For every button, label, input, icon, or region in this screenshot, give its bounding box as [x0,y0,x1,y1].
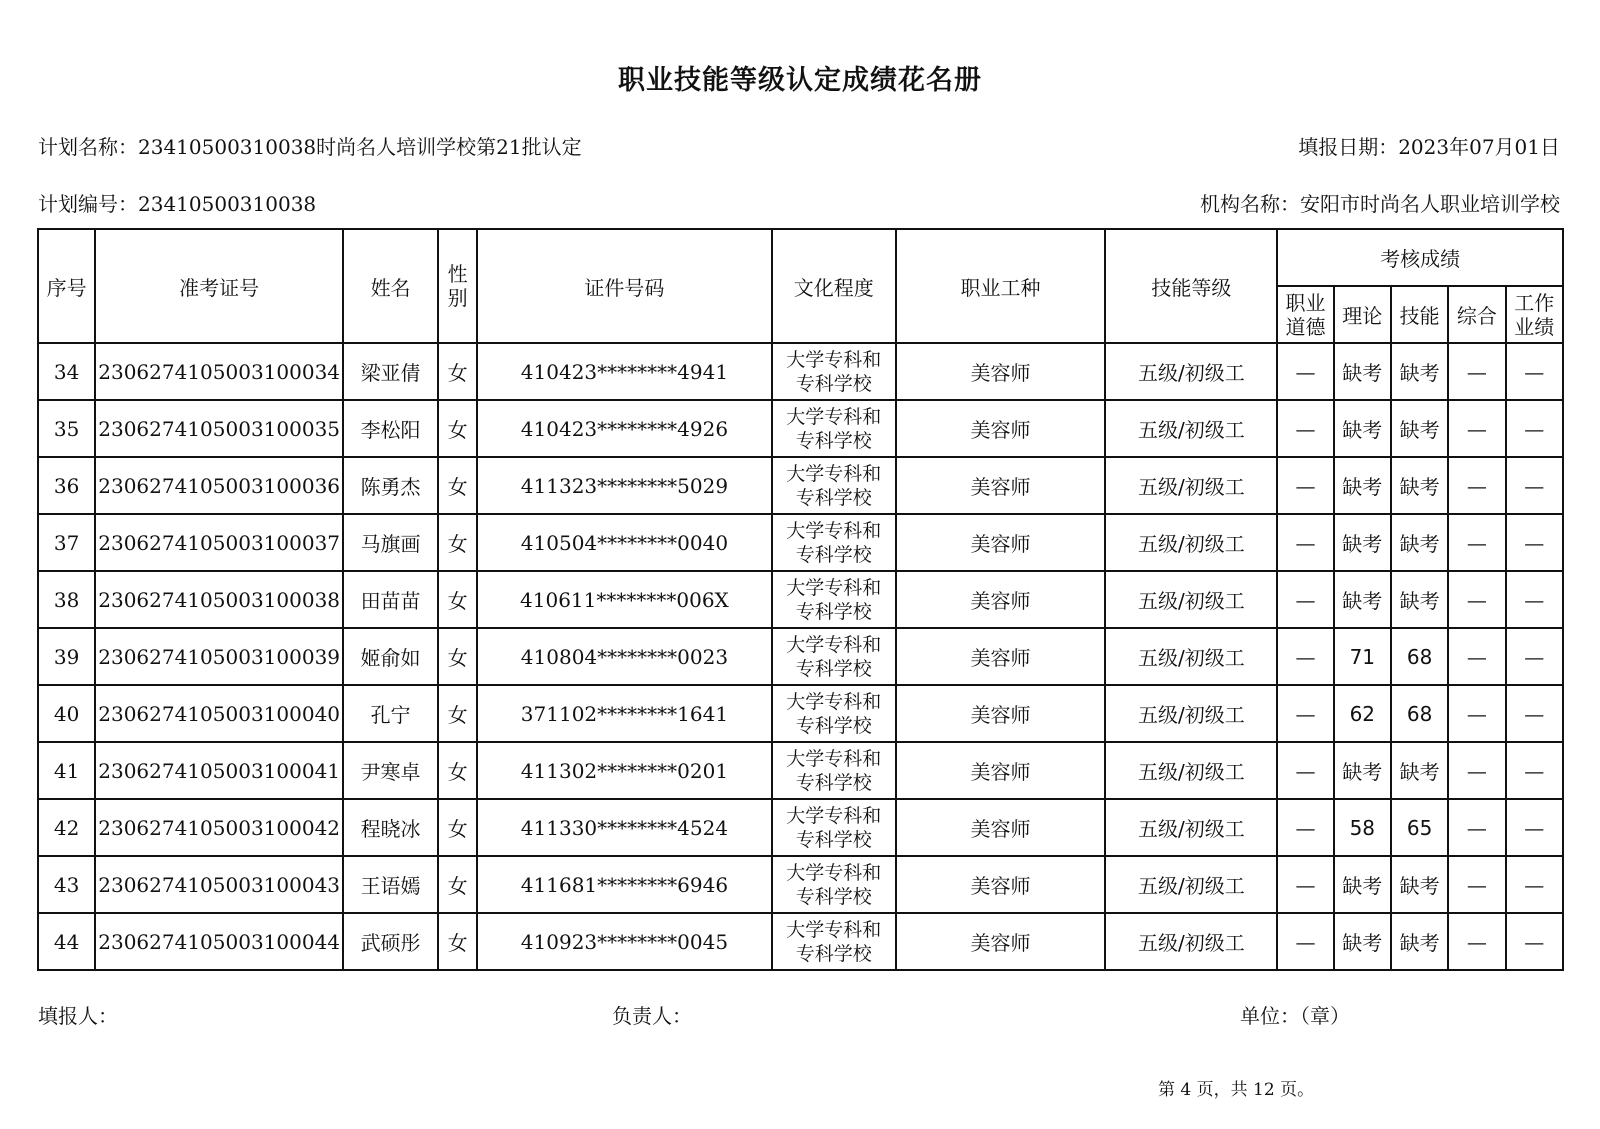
cell-work: — [1506,457,1563,514]
cell-ethics: — [1277,400,1333,457]
cell-ethics: — [1277,343,1333,400]
col-header-id-number: 证件号码 [477,229,772,343]
cell-id-number: 411681********6946 [477,856,772,913]
cell-comprehensive: — [1448,457,1505,514]
cell-level: 五级/初级工 [1105,742,1277,799]
education-line2: 专科学校 [795,486,872,509]
cell-theory: 58 [1334,799,1391,856]
cell-comprehensive: — [1448,742,1505,799]
cell-education [772,685,896,742]
cell-seq: 36 [38,457,95,514]
cell-id-number: 410423********4941 [477,343,772,400]
education-line1: 大学专科和 [786,462,882,485]
cell-name: 尹寒卓 [343,742,438,799]
cell-education [772,571,896,628]
table-row [38,685,1563,742]
cell-work: — [1506,913,1563,970]
cell-comprehensive: — [1448,514,1505,571]
cell-skill: 68 [1391,685,1448,742]
cell-ethics: — [1277,457,1333,514]
table-row [38,514,1563,571]
cell-education [772,913,896,970]
education-line2: 专科学校 [795,600,872,623]
cell-level: 五级/初级工 [1105,856,1277,913]
cell-theory: 缺考 [1334,457,1391,514]
cell-occupation: 美容师 [896,628,1106,685]
cell-name: 李松阳 [343,400,438,457]
cell-level: 五级/初级工 [1105,685,1277,742]
table-row [38,799,1563,856]
cell-occupation: 美容师 [896,856,1106,913]
col-header-level: 技能等级 [1105,229,1277,343]
cell-education [772,628,896,685]
header-row-main [38,229,1563,286]
table-row [38,856,1563,913]
col-header-name: 姓名 [343,229,438,343]
cell-ethics: — [1277,856,1333,913]
gender-header-line2: 别 [447,286,468,310]
cell-skill: 缺考 [1391,913,1448,970]
cell-gender: 女 [438,856,477,913]
cell-comprehensive: — [1448,571,1505,628]
footer-unit-label: 单位：（章） [1240,1004,1350,1028]
cell-work: — [1506,742,1563,799]
table-row [38,628,1563,685]
cell-skill: 缺考 [1391,856,1448,913]
cell-ethics: — [1277,685,1333,742]
cell-name: 程晓冰 [343,799,438,856]
cell-theory: 缺考 [1334,343,1391,400]
education-line1: 大学专科和 [786,861,882,884]
cell-gender: 女 [438,571,477,628]
table-row [38,742,1563,799]
ethics-header-line2: 道德 [1285,314,1326,339]
education-line2: 专科学校 [795,657,872,680]
cell-skill: 缺考 [1391,571,1448,628]
cell-comprehensive: — [1448,628,1505,685]
cell-seq: 44 [38,913,95,970]
work-header-line2: 业绩 [1514,314,1555,339]
cell-skill: 缺考 [1391,742,1448,799]
roster-body [38,343,1563,970]
score-roster-table [37,228,1564,971]
col-header-occupation: 职业工种 [896,229,1106,343]
col-header-ticket: 准考证号 [95,229,343,343]
cell-id-number: 410611********006X [477,571,772,628]
cell-gender: 女 [438,913,477,970]
cell-id-number: 371102********1641 [477,685,772,742]
cell-level: 五级/初级工 [1105,913,1277,970]
gender-header-line1: 性 [447,262,468,286]
cell-work: — [1506,685,1563,742]
education-line1: 大学专科和 [786,519,882,542]
table-row [38,571,1563,628]
cell-education [772,457,896,514]
cell-seq: 37 [38,514,95,571]
cell-gender: 女 [438,400,477,457]
cell-level: 五级/初级工 [1105,571,1277,628]
cell-ticket: 2306274105003100039 [95,628,343,685]
cell-gender: 女 [438,457,477,514]
education-line1: 大学专科和 [786,747,882,770]
cell-name: 田苗苗 [343,571,438,628]
cell-work: — [1506,571,1563,628]
cell-occupation: 美容师 [896,400,1106,457]
cell-comprehensive: — [1448,400,1505,457]
cell-seq: 35 [38,400,95,457]
cell-education [772,343,896,400]
footer-filler-label: 填报人： [38,1004,118,1028]
cell-theory: 缺考 [1334,571,1391,628]
cell-theory: 62 [1334,685,1391,742]
cell-occupation: 美容师 [896,913,1106,970]
plan-number: 计划编号：23410500310038 [38,192,317,216]
cell-level: 五级/初级工 [1105,457,1277,514]
cell-education [772,400,896,457]
cell-name: 姬俞如 [343,628,438,685]
cell-occupation: 美容师 [896,514,1106,571]
education-line1: 大学专科和 [786,405,882,428]
cell-comprehensive: — [1448,343,1505,400]
education-line2: 专科学校 [795,771,872,794]
cell-occupation: 美容师 [896,742,1106,799]
page-number: 第 4 页，共 12 页。 [1158,1080,1315,1100]
cell-skill: 缺考 [1391,514,1448,571]
cell-seq: 38 [38,571,95,628]
cell-ethics: — [1277,514,1333,571]
cell-ticket: 2306274105003100040 [95,685,343,742]
cell-gender: 女 [438,628,477,685]
education-line2: 专科学校 [795,714,872,737]
cell-occupation: 美容师 [896,799,1106,856]
plan-name: 计划名称：23410500310038时尚名人培训学校第21批认定 [38,135,582,159]
education-line1: 大学专科和 [786,690,882,713]
cell-ethics: — [1277,628,1333,685]
education-line1: 大学专科和 [786,804,882,827]
cell-ethics: — [1277,571,1333,628]
cell-ticket: 2306274105003100042 [95,799,343,856]
cell-ethics: — [1277,799,1333,856]
cell-work: — [1506,856,1563,913]
col-header-work [1506,286,1563,343]
cell-name: 武硕彤 [343,913,438,970]
cell-seq: 39 [38,628,95,685]
cell-name: 马旗画 [343,514,438,571]
cell-education [772,514,896,571]
cell-comprehensive: — [1448,856,1505,913]
cell-id-number: 410804********0023 [477,628,772,685]
education-line2: 专科学校 [795,429,872,452]
cell-ticket: 2306274105003100034 [95,343,343,400]
cell-work: — [1506,799,1563,856]
education-line2: 专科学校 [795,543,872,566]
cell-ethics: — [1277,913,1333,970]
cell-id-number: 411323********5029 [477,457,772,514]
cell-comprehensive: — [1448,685,1505,742]
cell-skill: 68 [1391,628,1448,685]
cell-skill: 缺考 [1391,400,1448,457]
education-line1: 大学专科和 [786,633,882,656]
cell-education [772,856,896,913]
cell-comprehensive: — [1448,799,1505,856]
education-line1: 大学专科和 [786,348,882,371]
report-date: 填报日期：2023年07月01日 [1298,135,1560,159]
table-row [38,913,1563,970]
cell-work: — [1506,343,1563,400]
work-header-line1: 工作 [1514,290,1555,315]
cell-ticket: 2306274105003100044 [95,913,343,970]
cell-name: 王语嫣 [343,856,438,913]
cell-level: 五级/初级工 [1105,343,1277,400]
cell-seq: 42 [38,799,95,856]
cell-work: — [1506,628,1563,685]
cell-occupation: 美容师 [896,457,1106,514]
cell-id-number: 411302********0201 [477,742,772,799]
col-header-skill: 技能 [1391,286,1448,343]
cell-id-number: 410423********4926 [477,400,772,457]
cell-seq: 34 [38,343,95,400]
cell-gender: 女 [438,799,477,856]
cell-gender: 女 [438,685,477,742]
col-header-theory: 理论 [1334,286,1391,343]
col-header-comprehensive: 综合 [1448,286,1505,343]
cell-name: 梁亚倩 [343,343,438,400]
cell-education [772,799,896,856]
cell-ticket: 2306274105003100036 [95,457,343,514]
cell-level: 五级/初级工 [1105,400,1277,457]
education-line1: 大学专科和 [786,918,882,941]
cell-ticket: 2306274105003100041 [95,742,343,799]
cell-work: — [1506,400,1563,457]
col-header-ethics [1277,286,1333,343]
education-line2: 专科学校 [795,372,872,395]
cell-seq: 41 [38,742,95,799]
education-line1: 大学专科和 [786,576,882,599]
cell-gender: 女 [438,742,477,799]
footer-responsible-label: 负责人： [612,1004,692,1028]
cell-theory: 缺考 [1334,514,1391,571]
cell-education [772,742,896,799]
cell-occupation: 美容师 [896,343,1106,400]
cell-ticket: 2306274105003100038 [95,571,343,628]
col-header-scores-group: 考核成绩 [1277,229,1563,286]
education-line2: 专科学校 [795,942,872,965]
cell-skill: 缺考 [1391,457,1448,514]
cell-work: — [1506,514,1563,571]
cell-theory: 缺考 [1334,913,1391,970]
cell-id-number: 410923********0045 [477,913,772,970]
cell-skill: 缺考 [1391,343,1448,400]
institution-name: 机构名称：安阳市时尚名人职业培训学校 [1200,192,1560,216]
cell-ticket: 2306274105003100037 [95,514,343,571]
cell-theory: 缺考 [1334,400,1391,457]
cell-theory: 缺考 [1334,856,1391,913]
cell-seq: 40 [38,685,95,742]
ethics-header-line1: 职业 [1285,290,1326,315]
document-title: 职业技能等级认定成绩花名册 [618,65,982,96]
cell-seq: 43 [38,856,95,913]
col-header-gender [438,229,477,343]
col-header-education: 文化程度 [772,229,896,343]
cell-gender: 女 [438,343,477,400]
cell-id-number: 410504********0040 [477,514,772,571]
col-header-seq: 序号 [38,229,95,343]
cell-name: 孔宁 [343,685,438,742]
cell-name: 陈勇杰 [343,457,438,514]
cell-theory: 71 [1334,628,1391,685]
cell-skill: 65 [1391,799,1448,856]
cell-comprehensive: — [1448,913,1505,970]
cell-level: 五级/初级工 [1105,514,1277,571]
cell-level: 五级/初级工 [1105,628,1277,685]
cell-ethics: — [1277,742,1333,799]
cell-occupation: 美容师 [896,685,1106,742]
cell-gender: 女 [438,514,477,571]
education-line2: 专科学校 [795,885,872,908]
cell-ticket: 2306274105003100043 [95,856,343,913]
cell-theory: 缺考 [1334,742,1391,799]
cell-id-number: 411330********4524 [477,799,772,856]
education-line2: 专科学校 [795,828,872,851]
table-row [38,400,1563,457]
cell-ticket: 2306274105003100035 [95,400,343,457]
cell-level: 五级/初级工 [1105,799,1277,856]
table-row [38,343,1563,400]
cell-occupation: 美容师 [896,571,1106,628]
table-row [38,457,1563,514]
